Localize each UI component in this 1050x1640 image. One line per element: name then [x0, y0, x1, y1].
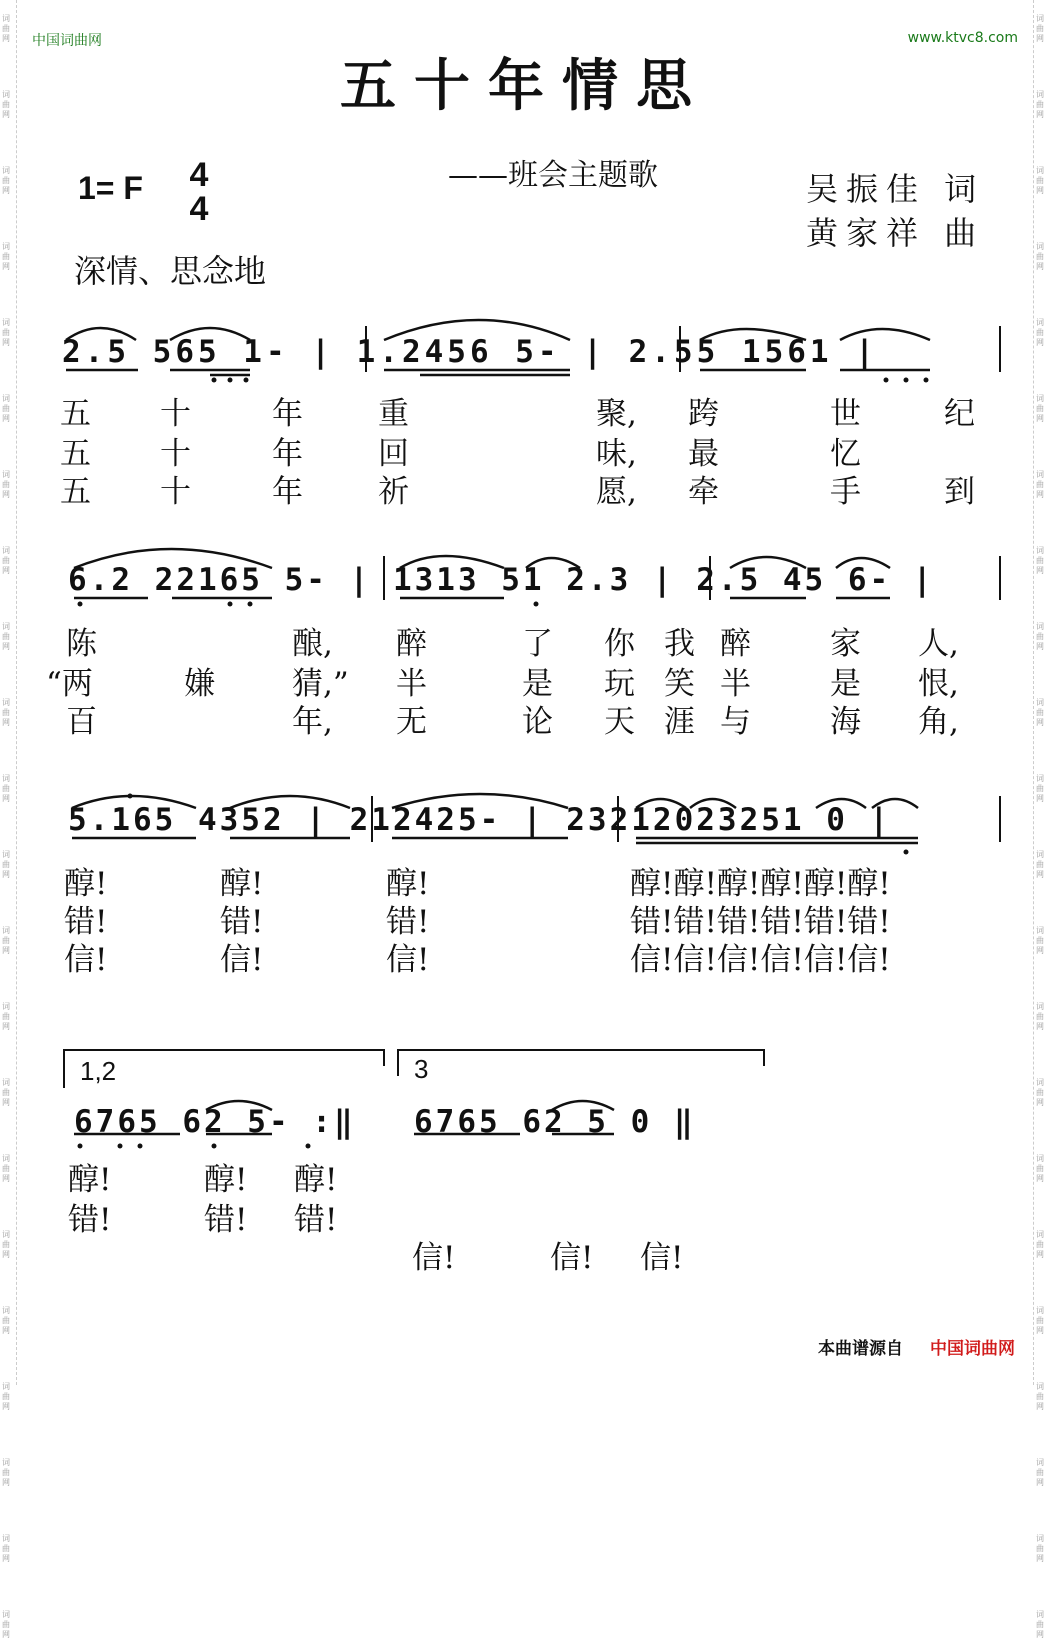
lyric-4-2-2: 错!: [204, 1202, 248, 1238]
slur: [384, 320, 570, 340]
lyric-3-2-1: 错!: [64, 904, 108, 940]
lyric-2-2-2: 嫌: [184, 666, 215, 702]
margin-watermark-text: 词曲网: [1036, 850, 1044, 879]
lyric-1-3-7: 手: [830, 474, 861, 510]
lyric-2-1-5: 你: [604, 626, 635, 662]
barlines: [366, 326, 1000, 842]
slur: [72, 796, 196, 808]
slur: [230, 796, 350, 808]
lyric-2-3-5: 天: [604, 704, 635, 740]
margin-watermark-text: 词曲网: [2, 166, 10, 195]
margin-watermark-text: 词曲网: [1036, 470, 1044, 499]
margin-watermark-text: 词曲网: [2, 318, 10, 347]
lyric-1-1-7: 世: [830, 396, 861, 432]
margin-watermark-text: 词曲网: [1036, 1306, 1044, 1335]
lyric-3-2-3: 错!: [386, 904, 430, 940]
song-title: 五十年情思: [340, 53, 710, 119]
source-label: 本曲谱源自: [818, 1339, 903, 1359]
notation-line-2: 6.2 22165 5- | 1313 51 2.3 | 2.5 45 6- |: [68, 562, 935, 598]
lyric-1-1-4: 重: [378, 396, 409, 432]
margin-watermark-text: 词曲网: [1036, 698, 1044, 727]
notation-line-3: 5.165 4352 | 212425- | 23212023251 0 |: [68, 802, 892, 838]
margin-watermark-text: 词曲网: [1036, 90, 1044, 119]
lyric-2-1-2: 酿,: [292, 626, 333, 662]
lyric-4-2-1: 错!: [68, 1202, 112, 1238]
slur: [392, 794, 568, 808]
margin-watermark-text: 词曲网: [1036, 622, 1044, 651]
source-site-link[interactable]: 中国词曲网: [930, 1339, 1015, 1359]
lyric-1-1-8: 纪: [944, 396, 975, 432]
slur: [730, 557, 806, 568]
key-signature: 1= F: [78, 170, 143, 206]
lyric-2-2-4: 半: [396, 666, 427, 702]
volta-brackets: [64, 1050, 764, 1088]
lyric-4-1-2: 醇!: [204, 1162, 248, 1198]
lyric-3-3-3: 信!: [386, 942, 430, 978]
margin-watermark-text: 词曲网: [2, 1078, 10, 1107]
lyricist-credit: 吴振佳 词: [806, 170, 985, 208]
lyric-1-2-1: 五: [60, 436, 91, 472]
slur: [206, 1101, 272, 1110]
time-signature-bottom: 4: [189, 190, 209, 228]
lyric-1-1-1: 五: [60, 396, 91, 432]
lyric-2-3-1: 百: [66, 704, 97, 740]
lyric-2-2-7: 笑: [664, 666, 695, 702]
slurs: [66, 320, 930, 1110]
lyric-2-3-7: 与: [720, 704, 751, 740]
lyric-3-1-2: 醇!: [220, 866, 264, 902]
lyric-1-3-8: 到: [944, 474, 975, 510]
margin-watermark-text: 词曲网: [1036, 926, 1044, 955]
volta-1-label: 1,2: [80, 1056, 117, 1086]
time-signature-top: 4: [189, 156, 209, 194]
margin-watermark-text: 词曲网: [2, 774, 10, 803]
lyric-1-1-5: 聚,: [596, 396, 637, 432]
lyric-2-1-9: 人,: [918, 626, 959, 662]
lyric-3-3-2: 信!: [220, 942, 264, 978]
slur: [74, 549, 272, 568]
margin-watermark-text: 词曲网: [2, 1610, 10, 1639]
lyric-2-1-3: 醉: [396, 626, 427, 662]
slur: [636, 799, 686, 808]
margin-watermark-text: 词曲网: [2, 394, 10, 423]
lyric-2-3-9: 角,: [918, 704, 959, 740]
margin-watermark-text: 词曲网: [1036, 546, 1044, 575]
slur: [700, 329, 806, 340]
lyric-2-2-10: 恨,: [918, 666, 959, 702]
lyric-1-3-1: 五: [60, 474, 91, 510]
margin-watermark-text: 词曲网: [2, 14, 10, 43]
lyric-4-3-2: 信!: [550, 1240, 594, 1276]
slur: [690, 799, 736, 808]
lyric-1-3-6: 牵: [688, 474, 719, 510]
slur: [400, 556, 504, 568]
lyric-1-3-2: 十: [160, 474, 191, 510]
margin-watermark-text: 词曲网: [2, 926, 10, 955]
margin-watermark-text: 词曲网: [2, 698, 10, 727]
lyric-1-3-4: 祈: [378, 474, 409, 510]
lyric-4-3-1: 信!: [412, 1240, 456, 1276]
lyric-3-3-4: 信!信!信!信!信!信!: [630, 942, 891, 978]
margin-watermark-text: 词曲网: [2, 1230, 10, 1259]
lyric-2-2-1: “两: [46, 666, 93, 702]
lyric-2-3-8: 海: [830, 704, 861, 740]
margin-watermark-text: 词曲网: [2, 1458, 10, 1487]
lyric-3-1-1: 醇!: [64, 866, 108, 902]
slur: [170, 328, 250, 340]
margin-watermark-text: 词曲网: [2, 1534, 10, 1563]
margin-watermark-text: 词曲网: [1036, 242, 1044, 271]
margin-watermark-text: 词曲网: [2, 1154, 10, 1183]
slur: [816, 799, 866, 808]
lyric-2-1-6: 我: [664, 626, 695, 662]
notation-line-4a: 6765 62 5- :‖: [74, 1104, 356, 1140]
underlines: [66, 370, 930, 1134]
lyric-1-3-3: 年: [272, 474, 303, 510]
slur: [840, 329, 930, 340]
lyric-1-1-3: 年: [272, 396, 303, 432]
margin-watermark-text: 词曲网: [1036, 1154, 1044, 1183]
margin-watermark-text: 词曲网: [1036, 1534, 1044, 1563]
octave-dots: [78, 378, 929, 1149]
lyric-1-2-4: 回: [378, 436, 409, 472]
lyric-4-1-1: 醇!: [68, 1162, 112, 1198]
lyric-2-2-6: 玩: [604, 666, 635, 702]
slur: [872, 799, 918, 808]
slur: [552, 1101, 614, 1110]
margin-watermark-text: 词曲网: [1036, 1078, 1044, 1107]
margin-watermark-text: 词曲网: [2, 242, 10, 271]
margin-watermark-text: 词曲网: [2, 850, 10, 879]
lyric-3-1-4: 醇!醇!醇!醇!醇!醇!: [630, 866, 891, 902]
lyric-2-2-8: 半: [720, 666, 751, 702]
margin-watermark-text: 词曲网: [1036, 394, 1044, 423]
slur: [66, 328, 136, 340]
lyric-2-3-2: 年,: [292, 704, 333, 740]
lyric-2-3-6: 涯: [664, 704, 695, 740]
margin-watermark-text: 词曲网: [2, 90, 10, 119]
margin-watermark-text: 词曲网: [1036, 1230, 1044, 1259]
lyric-1-2-5: 味,: [596, 436, 637, 472]
lyric-4-3-3: 信!: [640, 1240, 684, 1276]
lyric-3-3-1: 信!: [64, 942, 108, 978]
tempo-marking: 深情、思念地: [74, 252, 267, 290]
slur: [836, 558, 890, 568]
margin-watermark-text: 词曲网: [1036, 166, 1044, 195]
slur: [526, 558, 580, 568]
margin-watermark-text: 词曲网: [2, 1382, 10, 1411]
margin-watermark-text: 词曲网: [1036, 774, 1044, 803]
lyric-2-1-4: 了: [522, 626, 553, 662]
lyric-1-2-2: 十: [160, 436, 191, 472]
lyric-4-1-3: 醇!: [294, 1162, 338, 1198]
margin-watermark-text: 词曲网: [2, 1002, 10, 1031]
lyric-2-2-3: 猜,”: [292, 666, 349, 702]
notation-line-1: 2.5 565 1- | 1.2456 5- | 2.55 1561 |: [62, 334, 878, 370]
lyric-3-1-3: 醇!: [386, 866, 430, 902]
song-subtitle: ——班会主题歌: [448, 158, 658, 193]
margin-watermark-text: 词曲网: [1036, 318, 1044, 347]
margin-watermark-text: 词曲网: [1036, 1382, 1044, 1411]
margin-watermark-text: 词曲网: [1036, 1002, 1044, 1031]
lyric-3-2-4: 错!错!错!错!错!错!: [630, 904, 891, 940]
lyric-2-3-4: 论: [522, 704, 553, 740]
lyric-1-1-6: 跨: [688, 396, 719, 432]
margin-watermark-text: 词曲网: [2, 622, 10, 651]
margin-watermark-text: 词曲网: [1036, 1458, 1044, 1487]
lyric-1-2-6: 最: [688, 436, 719, 472]
margin-watermark-text: 词曲网: [1036, 1610, 1044, 1639]
lyric-4-2-3: 错!: [294, 1202, 338, 1238]
margin-watermark-text: 词曲网: [1036, 14, 1044, 43]
lyric-2-1-8: 家: [830, 626, 861, 662]
composer-credit: 黄家祥 曲: [806, 214, 985, 252]
margin-watermark-text: 词曲网: [2, 546, 10, 575]
lyric-2-3-3: 无: [396, 704, 427, 740]
lyric-2-2-5: 是: [522, 666, 553, 702]
notation-line-4b: 6765 62 5 0 ‖: [414, 1104, 696, 1140]
margin-watermark-text: 词曲网: [2, 1306, 10, 1335]
lyric-3-2-2: 错!: [220, 904, 264, 940]
lyric-1-2-3: 年: [272, 436, 303, 472]
site-name-left: 中国词曲网: [32, 33, 102, 49]
site-url-right[interactable]: www.ktvc8.com: [907, 30, 1018, 46]
volta-2-label: 3: [414, 1054, 429, 1084]
lyric-1-1-2: 十: [160, 396, 191, 432]
lyric-1-3-5: 愿,: [596, 474, 637, 510]
lyric-1-2-7: 忆: [830, 436, 861, 472]
lyric-2-1-1: 陈: [66, 626, 97, 662]
margin-watermark-text: 词曲网: [2, 470, 10, 499]
lyric-2-2-9: 是: [830, 666, 861, 702]
lyric-2-1-7: 醉: [720, 626, 751, 662]
